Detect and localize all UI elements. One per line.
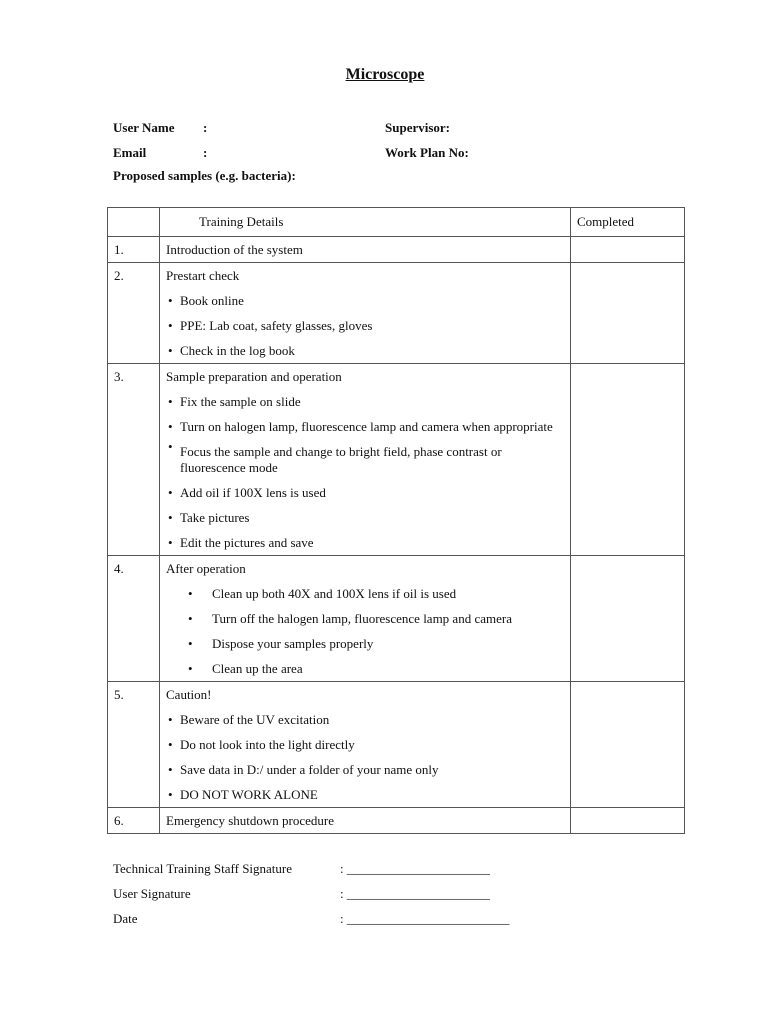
list-item-text: Edit the pictures and save [180,535,314,550]
bullet-icon: • [168,343,173,358]
signature-label: Technical Training Staff Signature [113,861,293,876]
list-item [166,480,570,505]
row-number-text: 4. [114,561,124,576]
row-details [160,364,571,556]
list-item-text: Beware of the UV excitation [180,712,330,727]
bullet-icon: • [188,586,193,601]
bullet-icon: • [168,787,173,802]
list-item [166,581,570,606]
list-item [166,338,570,363]
list-item-text: PPE: Lab coat, safety glasses, gloves [180,318,373,333]
training-table [107,207,685,834]
row-details [160,237,571,263]
list-item [166,656,570,681]
signature-line[interactable]: : ______________________ [340,861,490,876]
signature-label: User Signature [113,886,191,901]
row-number-text: 5. [114,687,124,702]
user-name-colon: : [203,120,208,135]
email-label: Email [113,145,147,160]
completed-cell[interactable] [571,808,685,834]
table-row [108,556,685,682]
list-item [166,439,570,480]
bullet-icon: • [168,535,173,550]
bullet-icon: • [188,661,193,676]
row-details [160,263,571,364]
list-item-text: Turn off the halogen lamp, fluorescence lamp and camera [212,611,512,626]
signature-line[interactable]: : _________________________ [340,911,510,926]
row-number-text: 6. [114,813,124,828]
row-heading: Prestart check [166,268,240,283]
row-details [160,682,571,808]
user-name-label: User Name [113,120,175,135]
list-item [166,313,570,338]
list-item [166,606,570,631]
list-item [166,757,570,782]
list-item-text: Check in the log book [180,343,295,358]
header-num-cell [108,208,160,237]
bullet-icon: • [168,737,173,752]
list-item-text: Clean up both 40X and 100X lens if oil is used [212,586,457,601]
completed-cell[interactable] [571,682,685,808]
list-item [166,782,570,807]
bullet-icon: • [168,712,173,727]
proposed-samples-label: Proposed samples (e.g. bacteria): [113,168,296,183]
bullet-icon: • [168,293,173,308]
row-heading: Caution! [166,687,212,702]
header-details-cell [160,208,571,237]
row-heading: After operation [166,561,246,576]
completed-cell[interactable] [571,237,685,263]
list-item-text: Add oil if 100X lens is used [180,485,326,500]
list-item [166,631,570,656]
list-item-text: Clean up the area [212,661,303,676]
list-item [166,530,570,555]
list-item [166,288,570,313]
table-row [108,808,685,834]
list-item-text: Do not look into the light directly [180,737,355,752]
row-heading: Emergency shutdown procedure [166,813,334,828]
list-item-text: Turn on halogen lamp, fluorescence lamp and camera when appropriate [180,419,553,434]
table-header-row [108,208,685,237]
bullet-icon: • [168,485,173,500]
row-details [160,808,571,834]
list-item-text: Fix the sample on slide [180,394,301,409]
email-colon: : [203,145,208,160]
row-number-text: 1. [114,242,124,257]
bullet-icon: • [188,611,193,626]
completed-cell[interactable] [571,556,685,682]
list-item-text: Book online [180,293,244,308]
page-title: Microscope [345,66,425,83]
bullet-icon: • [168,419,173,434]
list-item [166,389,570,414]
list-item [166,732,570,757]
signature-line[interactable]: : ______________________ [340,886,490,901]
table-row [108,263,685,364]
completed-cell[interactable] [571,263,685,364]
header-details-text: Training Details [199,214,284,229]
supervisor-label: Supervisor: [385,120,450,135]
list-item [166,414,570,439]
bullet-icon: • [168,762,173,777]
row-details [160,556,571,682]
list-item-text: Take pictures [180,510,250,525]
bullet-icon: • [188,636,193,651]
row-heading: Introduction of the system [166,242,303,257]
row-number-text: 2. [114,268,124,283]
table-row [108,364,685,556]
list-item [166,707,570,732]
completed-cell[interactable] [571,364,685,556]
signature-label: Date [113,911,138,926]
list-item-text: Focus the sample and change to bright field, phase contrast or fluorescence mode [180,444,502,475]
table-row [108,682,685,808]
work-plan-label: Work Plan No: [385,145,469,160]
list-item-text: DO NOT WORK ALONE [180,787,318,802]
bullet-icon: • [168,510,173,525]
row-heading: Sample preparation and operation [166,369,342,384]
row-number-text: 3. [114,369,124,384]
bullet-icon: • [168,394,173,409]
bullet-icon: • [168,318,173,333]
table-row [108,237,685,263]
list-item [166,505,570,530]
list-item-text: Dispose your samples properly [212,636,374,651]
bullet-icon: • [168,439,173,454]
header-completed-cell: Completed [571,208,685,237]
list-item-text: Save data in D:/ under a folder of your name only [180,762,439,777]
